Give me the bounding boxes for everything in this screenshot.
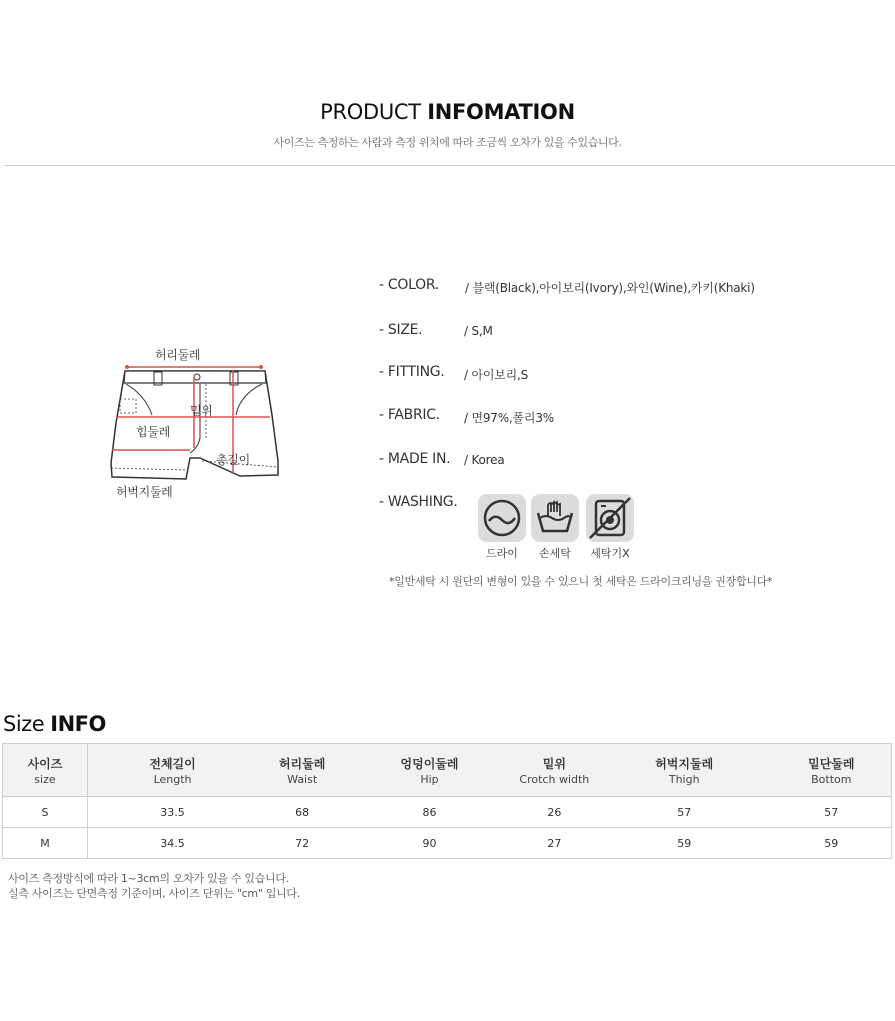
spec-key: - FITTING. xyxy=(379,364,445,380)
column-header-ko: 허벅지둘레 xyxy=(655,756,714,771)
spec-value: / 아이보리,S xyxy=(464,368,529,382)
hand-wash-icon xyxy=(531,494,579,542)
table-cell: 86 xyxy=(347,797,512,828)
thigh-label: 허벅지둘레 xyxy=(116,485,173,499)
table-cell: 33.5 xyxy=(87,797,257,828)
table-row xyxy=(3,797,892,828)
column-header-en: Thigh xyxy=(668,772,700,786)
spec-key: - COLOR. xyxy=(379,277,439,293)
table-header-row xyxy=(3,744,892,797)
page-title xyxy=(0,100,895,124)
column-header xyxy=(347,744,512,797)
wash-label: 드라이 xyxy=(486,547,518,560)
table-cell: 57 xyxy=(772,797,892,828)
table-cell: 34.5 xyxy=(87,828,257,859)
column-header-en: Hip xyxy=(420,772,439,786)
table-cell: 59 xyxy=(597,828,772,859)
size-note: 실측 사이즈는 단면측정 기준이며, 사이즈 단위는 "cm" 입니다. xyxy=(8,887,300,900)
wash-label: 세탁기X xyxy=(590,547,630,560)
table-cell: S xyxy=(3,797,88,828)
column-header-ko: 전체길이 xyxy=(149,756,196,771)
spec-key: - MADE IN. xyxy=(379,451,451,467)
column-header xyxy=(3,744,88,797)
table-cell: M xyxy=(3,828,88,859)
table-cell: 68 xyxy=(257,797,347,828)
spec-value: / Korea xyxy=(464,453,505,467)
column-header xyxy=(87,744,257,797)
column-header-en: size xyxy=(34,772,56,786)
column-header xyxy=(257,744,347,797)
shorts-illustration-icon xyxy=(100,343,290,503)
rise-label: 밑위 xyxy=(190,404,213,418)
column-header xyxy=(772,744,892,797)
table-cell: 59 xyxy=(772,828,892,859)
size-info-title xyxy=(3,712,106,736)
title-light: PRODUCT xyxy=(320,100,428,124)
spec-value: / 블랙(Black),아이보리(Ivory),와인(Wine),카키(Khaki) xyxy=(465,281,755,295)
spec-key: - SIZE. xyxy=(379,322,423,338)
column-header-ko: 밑단둘레 xyxy=(808,756,855,771)
length-label: 총길이 xyxy=(216,453,250,467)
table-cell: 27 xyxy=(512,828,597,859)
size-table xyxy=(2,743,892,859)
dry-clean-icon xyxy=(478,494,526,542)
table-row xyxy=(3,828,892,859)
spec-key: - FABRIC. xyxy=(379,407,440,423)
spec-key: - WASHING. xyxy=(379,494,458,510)
size-note: 사이즈 측정방식에 따라 1~3cm의 오차가 있을 수 있습니다. xyxy=(8,872,289,885)
size-title-bold: INFO xyxy=(50,712,106,736)
table-cell: 57 xyxy=(597,797,772,828)
measurement-diagram xyxy=(100,343,290,503)
column-header-ko: 밑위 xyxy=(542,756,566,771)
column-header xyxy=(512,744,597,797)
no-machine-wash-icon xyxy=(586,494,634,542)
table-cell: 26 xyxy=(512,797,597,828)
table-cell: 72 xyxy=(257,828,347,859)
wash-label: 손세탁 xyxy=(539,547,571,560)
page-subtitle: 사이즈는 측정하는 사람과 측정 위치에 따라 조금씩 오차가 있을 수있습니다. xyxy=(273,136,622,149)
column-header-ko: 허리둘레 xyxy=(278,756,326,771)
spec-value: / 면97%,폴리3% xyxy=(464,411,554,425)
size-title-light: Size xyxy=(3,712,51,736)
spec-value: / S,M xyxy=(464,324,493,338)
column-header-ko: 사이즈 xyxy=(27,756,63,771)
divider xyxy=(4,165,895,166)
column-header-en: Bottom xyxy=(811,772,852,786)
column-header-en: Crotch width xyxy=(519,772,590,786)
hip-label: 힙둘레 xyxy=(136,425,170,439)
title-bold: INFOMATION xyxy=(427,100,575,124)
column-header-ko: 엉덩이둘레 xyxy=(400,756,459,771)
waist-label: 허리둘레 xyxy=(155,348,201,362)
column-header xyxy=(597,744,772,797)
column-header-en: Waist xyxy=(287,772,318,786)
washing-note: *일반세탁 시 원단의 변형이 있을 수 있으니 첫 세탁은 드라이크리닝을 권장합니다* xyxy=(389,575,773,588)
table-cell: 90 xyxy=(347,828,512,859)
column-header-en: Length xyxy=(153,772,192,786)
